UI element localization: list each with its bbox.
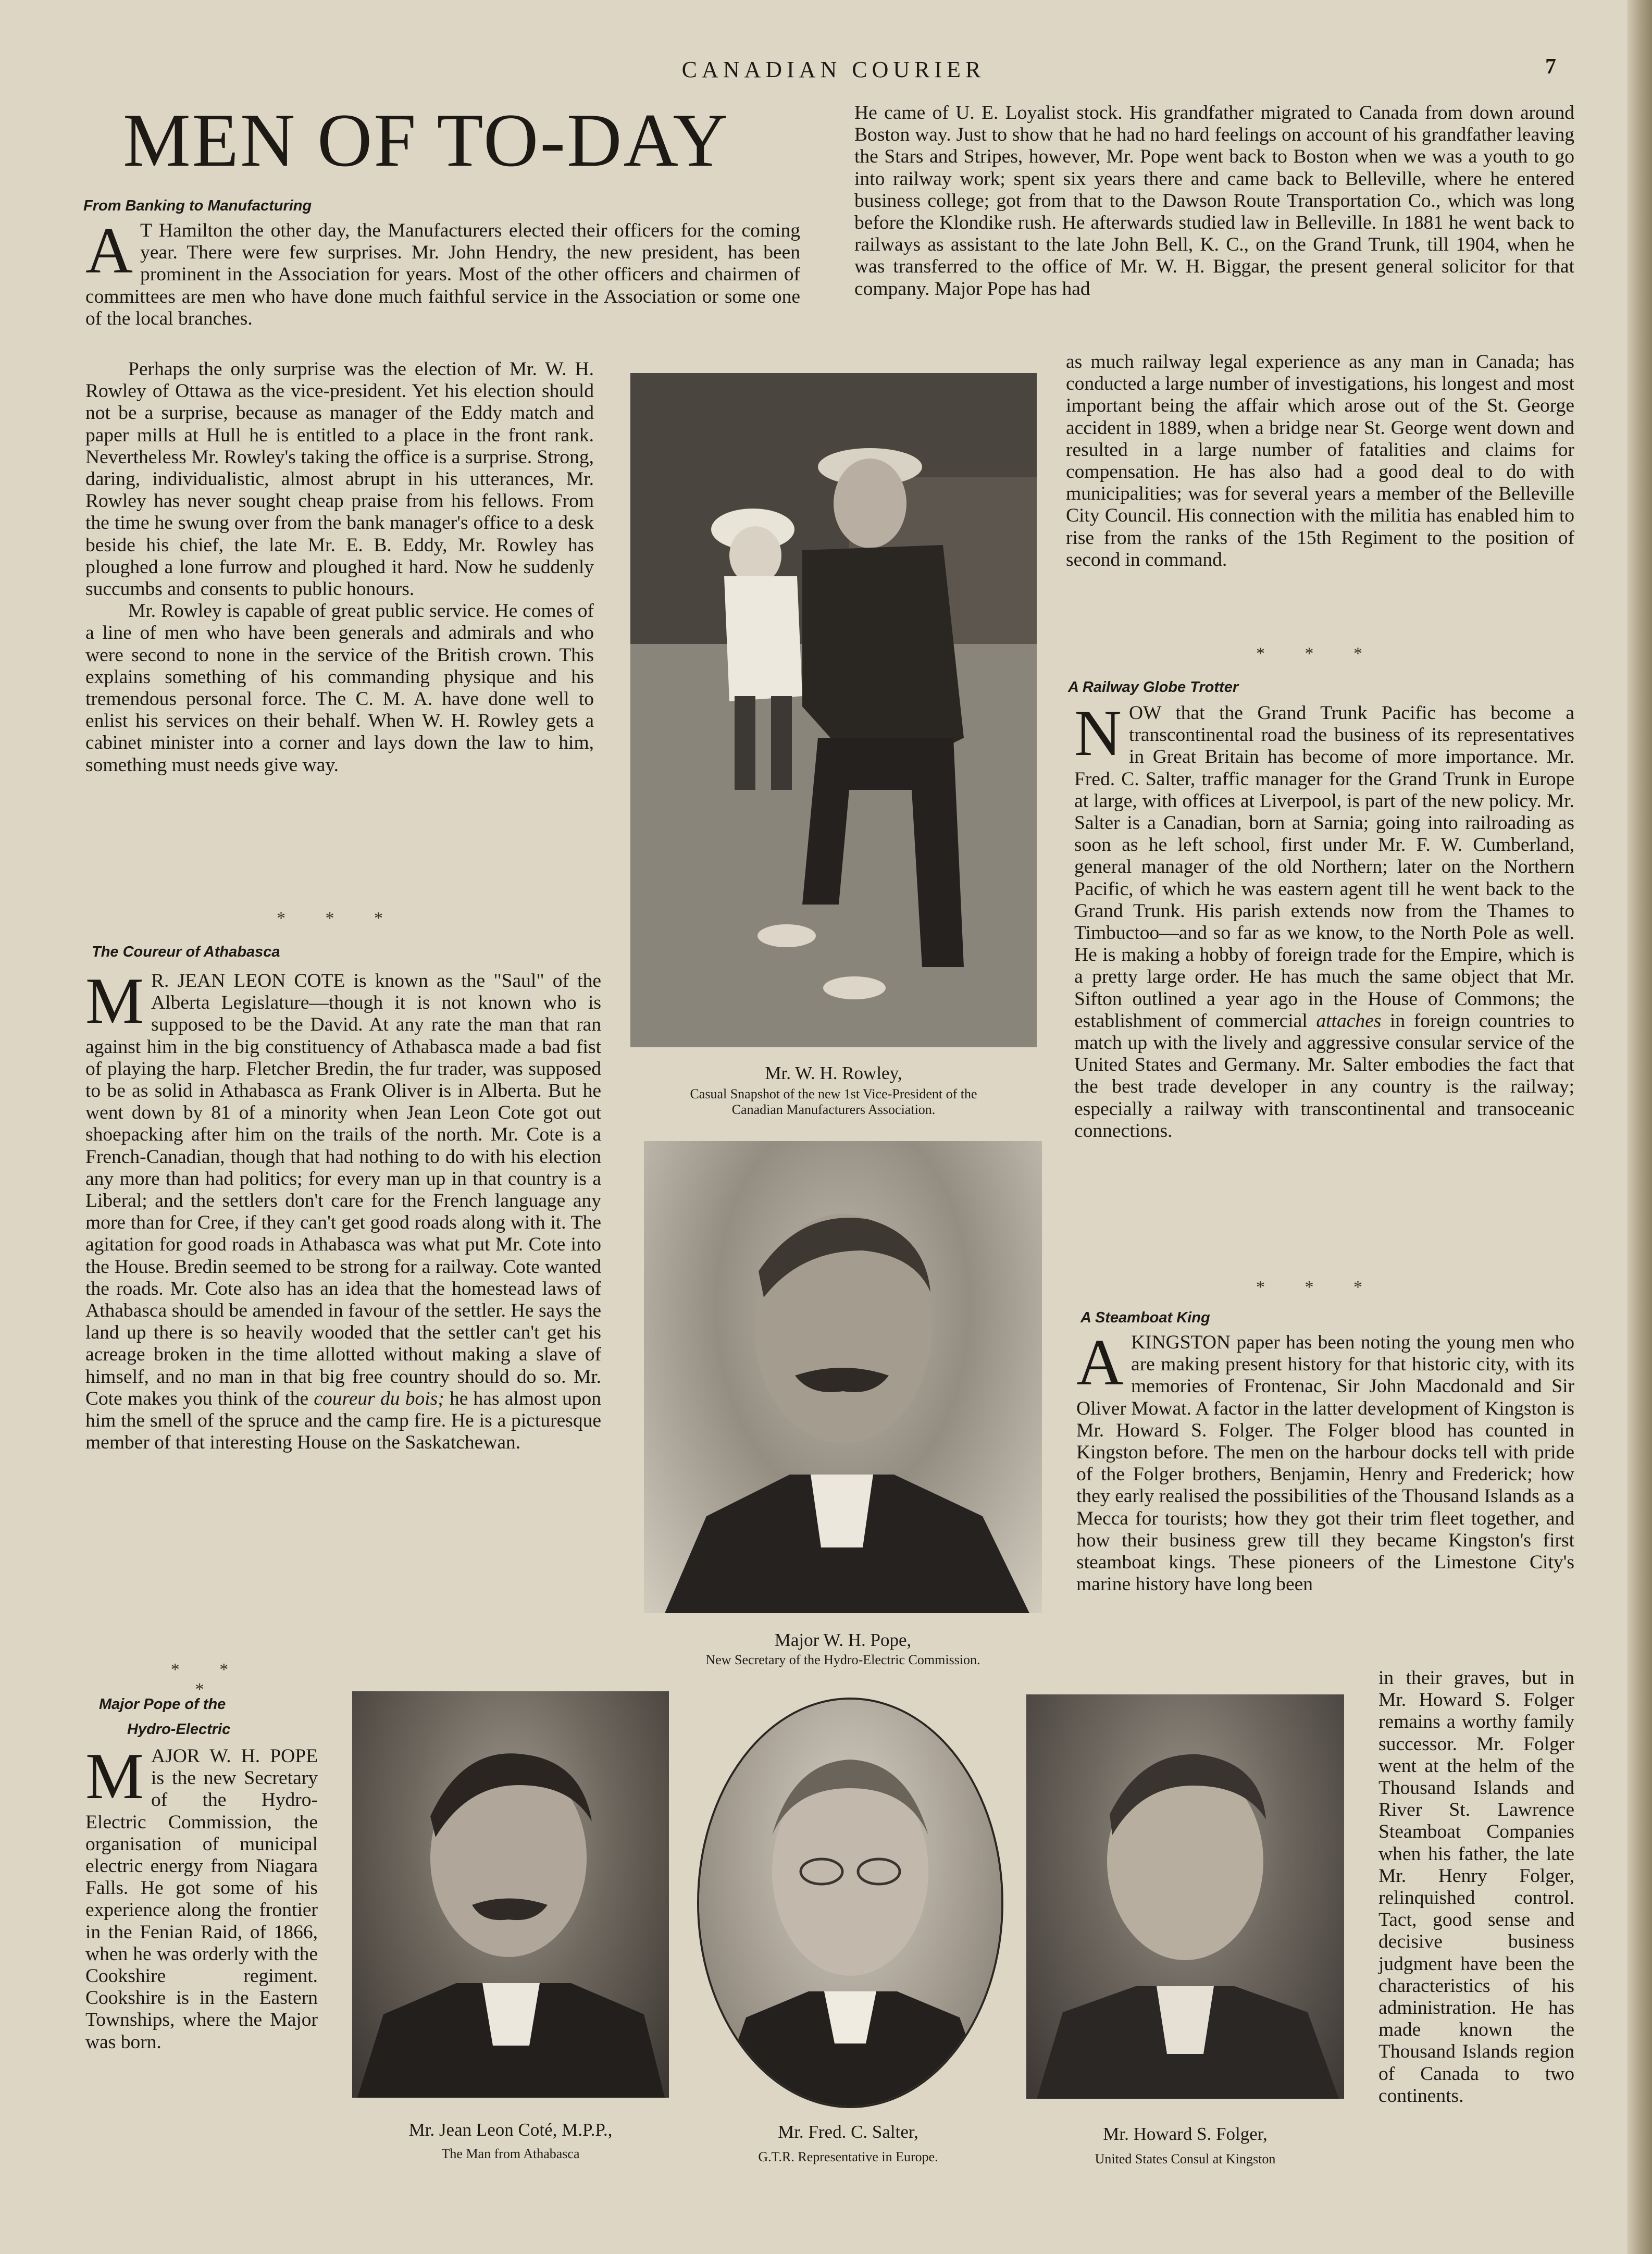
caption-pope-sub: New Secretary of the Hydro-Electric Commission.: [705, 1652, 980, 1667]
banking-paragraph-2: Perhaps the only surprise was the election of Mr. W. H. Rowley of Ottawa as the vice-president. Yet his election should not be a surprise, because as manager of the Eddy match and paper mills at Hull he is entitled to a place in the front rank. Nevertheless Mr. Rowley's taking the office is a surprise. Strong, daring, individualistic, almost abrupt in his utterances, Mr. Rowley has never sought cheap praise from his fellows. From the time he swung over from the bank manager's office to a desk beside his chief, the late Mr. E. B. Eddy, Mr. Rowley has ploughed a lone furrow and ploughed it hard. Now he suddenly succumbs and consents to public honours.: [85, 358, 594, 600]
globe-paragraph-1a: OW that the Grand Trunk Pacific has become a transcontinental road the business of its representatives in Great Britain has become of more importance. Mr. Fred. C. Salter, traffic manager for the Grand Trunk in Europe at large, with offices at Liverpool, is part of the new policy. Mr. Salter is a Canadian, born at Sarnia; going into railroading as soon as he left school, first under Mr. F. W. Cumberland, general manager of the old Northern; later on the Northern Pacific, of which he was eastern agent till he went back to the Grand Trunk. His parish extends now from the Thames to Timbuctoo—and so far as we know, to the North Pole as well. He is making a hobby of foreign trade for the Empire, which is a pretty large order. He has much the same object that Mr. Sifton outlined a year ago in the House of Commons; the establishment of commercial: [1074, 702, 1574, 1032]
globe-column: [1074, 697, 1574, 1142]
caption-folger-sub: United States Consul at Kingston: [1095, 2151, 1276, 2166]
caption-rowley-sub-2: Canadian Manufacturers Association.: [731, 1102, 936, 1117]
pope-paragraph-3: as much railway legal experience as any man in Canada; has conducted a large number of investigations, his longest and most important being the affair which arose out of the St. George accident in 1889, when a bridge near St. George went down and resulted in a large number of fatalities and claims for compensation. He has also had a good deal to do with municipalities; was for several years a member of the Belleville City Council. His connection with the militia has enabled him to rise from the ranks of the 15th Regiment to the position of second in command.: [1066, 351, 1574, 571]
steamboat-paragraph-1: KINGSTON paper has been noting the young men who are making present history for that historic city, with its memories of Frontenac, Sir John Macdonald and Sir Oliver Mowat. A factor in the latter development of Kingston is Mr. Howard S. Folger. The Folger blood has counted in Kingston before. The men on the harbour docks tell with pride of the Folger brothers, Benjamin, Henry and Frederick; how they early realised the possibilities of the Thousand Islands as a Mecca for tourists; how they got their trim fleet together, and how their business grew till they became Kingston's first steamboat kings. These pioneers of the Limestone City's marine history have long been: [1076, 1332, 1574, 1595]
page-edge: [1627, 0, 1652, 2254]
banking-intro: [85, 215, 800, 330]
page-title: MEN OF TO-DAY: [123, 98, 729, 182]
caption-cote-name: Mr. Jean Leon Coté, M.P.P.,: [408, 2120, 613, 2140]
section-divider-stars: * * *: [277, 909, 401, 928]
steamboat-column: [1076, 1327, 1574, 1595]
caption-salter-sub: G.T.R. Representative in Europe.: [758, 2149, 938, 2164]
globe-italic-phrase: attaches: [1316, 1010, 1382, 1032]
photo-rowley: [630, 373, 1037, 1047]
section-heading-globe: A Railway Globe Trotter: [1068, 679, 1239, 696]
steamboat-column-narrow: [1378, 1667, 1574, 2107]
photo-salter: [697, 1698, 1003, 2108]
pope-paragraph-1: AJOR W. H. POPE is the new Secretary of the Hydro-Electric Commission, the organisation of municipal electric energy from Niagara Falls. He got some of his experience along the frontier in the Fenian Raid, of 1866, when he was orderly with the Cookshire regiment. Cookshire is in the Eastern Townships, where the Major was born.: [85, 1745, 318, 2053]
caption-cote-sub: The Man from Athabasca: [441, 2146, 580, 2161]
caption-salter-name: Mr. Fred. C. Salter,: [778, 2122, 918, 2142]
section-heading-pope-1: Major Pope of the: [99, 1696, 226, 1713]
caption-folger-name: Mr. Howard S. Folger,: [1103, 2124, 1268, 2144]
section-heading-steamboat: A Steamboat King: [1080, 1309, 1210, 1326]
section-heading-banking: From Banking to Manufacturing: [83, 197, 312, 214]
coureur-italic-phrase: coureur du bois;: [314, 1388, 444, 1409]
dropcap: A: [85, 215, 133, 287]
photo-pope: [644, 1141, 1042, 1613]
coureur-column: [85, 965, 602, 1454]
steamboat-paragraph-2: in their graves, but in Mr. Howard S. Folger remains a worthy family successor. Mr. Folger went at the helm of the Thousand Islands and River St. Lawrence Steamboat Companies when his father, the late Mr. Henry Folger, relinquished control. Tact, good sense and decisive business judgment have been the characteristics of his administration. He has made known the Thousand Islands region of Canada to two continents.: [1378, 1667, 1574, 2107]
dropcap: N: [1074, 697, 1122, 770]
coureur-paragraph-1a: R. JEAN LEON COTE is known as the "Saul" of the Alberta Legislature—though it is not known who is supposed to be the David. At any rate the man that ran against him in the big constituency of Athabasca made a bad fist of playing the harp. Fletcher Bredin, the fur trader, was supposed to be as solid in Athabasca as Frank Oliver is in Alberta. But he went down by 81 of a minority when Jean Leon Cote got out shoepacking after him on the trails of the north. Mr. Cote is a French-Canadian, though that had nothing to do with his election any more than had politics; for every man up in that country is a Liberal; and the settlers don't care for the French language any more than for Cree, if they can't get good roads along with it. The agitation for good roads in Athabasca was what put Mr. Cote into the House. Bredin seemed to be strong for a railway. Cote wanted the roads. Mr. Cote also has an idea that the homestead laws of Athabasca should be amended in favour of the settler. He says the land up there is so heavily wooded that the settler can't get his acreage broken in the time allotted without making a slave of himself, and no man in that big free country should do so. Mr. Cote makes you think of the: [85, 970, 601, 1409]
caption-rowley-name: Mr. W. H. Rowley,: [765, 1063, 902, 1083]
dropcap: M: [85, 1740, 144, 1813]
dropcap: M: [85, 965, 144, 1037]
coureur-paragraph-1b: he has almost upon him the smell of the spruce and the camp fire. He is a picturesque member of that interesting House on the Saskatchewan.: [85, 1388, 602, 1454]
pope-continuation-right: [1066, 351, 1574, 571]
section-divider-stars: * * *: [1256, 644, 1380, 663]
pope-continuation-top: [854, 102, 1574, 300]
photo-folger: [1026, 1694, 1344, 2099]
globe-paragraph-1b: in foreign countries to match up with the lively and aggressive consular service of the United States and Germany. Mr. Salter embodies the fact that the best trade developer in any country is the railway; especially a railway with transcontinental and transoceanic connections.: [1074, 1010, 1574, 1142]
photo-cote: [352, 1691, 669, 2098]
pope-column-left: [85, 1740, 318, 2053]
running-head: CANADIAN COURIER: [681, 57, 986, 82]
section-divider-stars: * * *: [1256, 1278, 1380, 1297]
section-heading-pope-2: Hydro-Electric: [127, 1721, 231, 1738]
section-divider-stars: * * *: [170, 1660, 246, 1699]
banking-paragraph-1: T Hamilton the other day, the Manufacturers elected their officers for the coming year. There were few surprises. Mr. John Hendry, the new president, has been prominent in the Association for years. Most of the other officers and chairmen of committees are men who have done much faithful service in the Association or some one of the local branches.: [85, 220, 800, 329]
caption-rowley-sub-1: Casual Snapshot of the new 1st Vice-President of the: [690, 1086, 977, 1101]
page-number: 7: [1545, 55, 1556, 79]
section-heading-coureur: The Coureur of Athabasca: [92, 944, 280, 960]
dropcap: A: [1076, 1327, 1124, 1399]
banking-paragraph-3: Mr. Rowley is capable of great public service. He comes of a line of men who have been generals and admirals and who were second to none in the service of the British crown. This explains something of his commanding physique and his tremendous personal force. The C. M. A. have done well to enlist his services on their behalf. When W. H. Rowley gets a cabinet minister into a corner and lays down the law to him, something must needs give way.: [85, 600, 594, 776]
pope-paragraph-2: He came of U. E. Loyalist stock. His grandfather migrated to Canada from down around Boston way. Just to show that he had no hard feelings on account of his grandfather leaving the Stars and Stripes, however, Mr. Pope went back to Boston when we was a youth to go into railway work; spent six years there and came back to Belleville, where he entered business college; got from that to the Dawson Route Transportation Co., which was long before the Klondike rush. He afterwards studied law in Belleville. In 1881 he went back to railways as assistant to the late John Bell, K. C., on the Grand Trunk, till 1904, when he was transferred to the office of Mr. W. H. Biggar, the present general solicitor for that company. Major Pope has had: [854, 102, 1574, 300]
banking-column: [85, 358, 594, 776]
caption-pope-name: Major W. H. Pope,: [774, 1630, 912, 1650]
